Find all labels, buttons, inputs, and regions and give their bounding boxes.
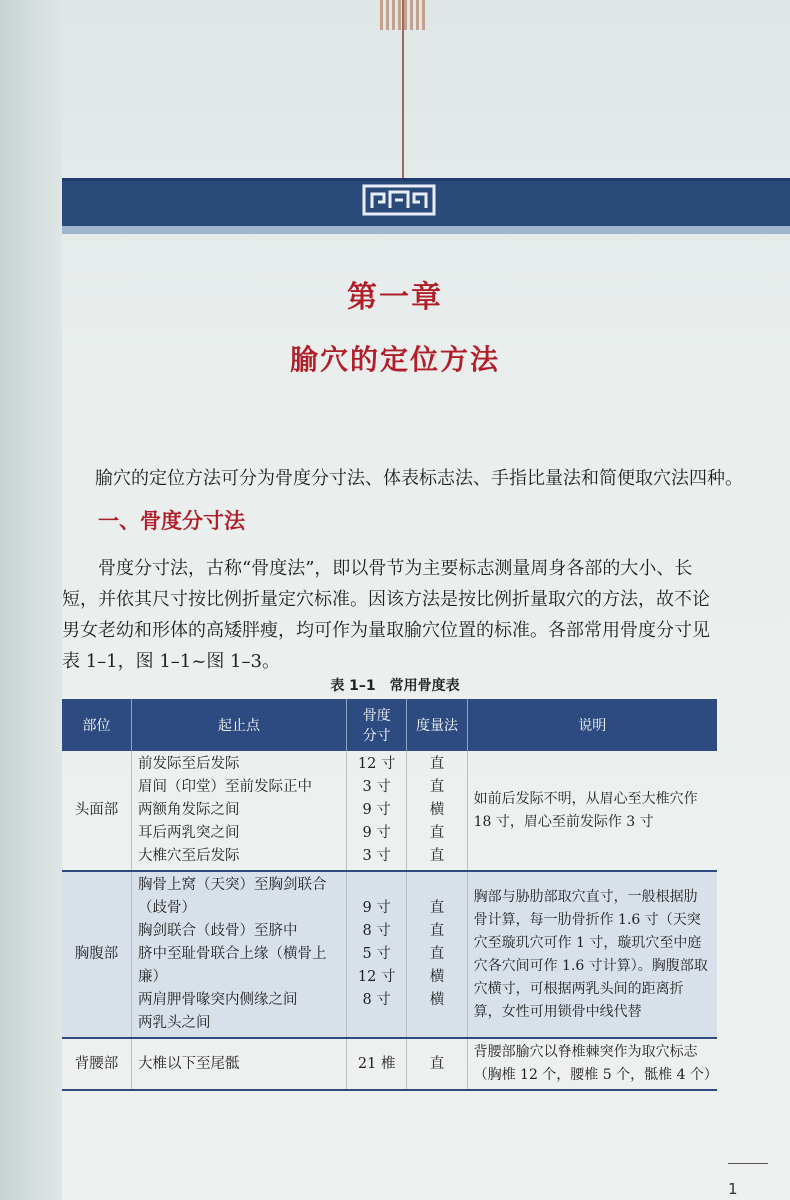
header-points: 起止点 [132,699,347,751]
measure-cell [347,871,407,1038]
bookmark-ribbon [402,0,404,180]
cloud-ornament-icon [354,178,444,222]
measure-cell [347,751,407,871]
points-cell [132,871,347,1038]
intro-paragraph: 腧穴的定位方法可分为骨度分寸法、体表标志法、手指比量法和简便取穴法四种。 [95,468,743,489]
method-line: 直 [429,756,445,772]
point-line: 眉间（印堂）至前发际正中 [138,779,313,795]
point-line: 前发际至后发际 [138,756,240,772]
point-line: 脐中至耻骨联合上缘（横骨上廉） [138,946,327,985]
method-line: 直 [429,779,445,795]
header-region: 部位 [62,699,132,751]
method-cell [407,751,467,871]
table-row [62,1038,717,1090]
table-row [62,751,717,871]
measure-line: 3 寸 [362,779,391,795]
note-cell: 如前后发际不明，从眉心至大椎穴作 18 寸，眉心至前发际作 3 寸 [467,751,717,871]
bone-measurement-table [62,699,717,1091]
method-line: 横 [429,802,445,818]
header-measure [347,699,407,751]
method-cell [407,871,467,1038]
header-measure-line1: 骨度 [362,708,391,724]
table-row [62,871,717,1038]
point-line: 两乳头之间 [138,1015,211,1031]
page-gutter-shadow [0,0,62,1200]
point-line: 耳后两乳突之间 [138,825,240,841]
region-cell: 胸腹部 [62,871,132,1038]
measure-line: 8 寸 [362,992,391,1008]
point-line: 大椎穴至后发际 [138,848,240,864]
method-line: 直 [429,825,445,841]
note-cell: 背腰部腧穴以脊椎棘突作为取穴标志（胸椎 12 个，腰椎 5 个，骶椎 4 个） [467,1038,717,1090]
table-body [62,751,717,1090]
method-line: 横 [429,969,445,985]
page-number: 1 [728,1180,738,1198]
measure-line: 9 寸 [362,825,391,841]
point-line: 胸骨上窝（天突）至胸剑联合（歧骨） [138,877,327,916]
measure-line: 12 寸 [357,969,396,985]
chapter-banner-band [62,226,790,234]
measure-cell [347,1038,407,1090]
method-line: 横 [429,992,445,1008]
method-line: 直 [429,946,445,962]
method-cell [407,1038,467,1090]
footer-rule [728,1163,768,1164]
table-header-row [62,699,717,751]
points-cell [132,1038,347,1090]
section-paragraph: 骨度分寸法，古称“骨度法”，即以骨节为主要标志测量周身各部的大小、长短，并依其尺寸按比例折量定穴标准。因该方法是按比例折量取穴的方法，故不论男女老幼和形体的高矮胖瘦，均可作为量取腧穴位置的标准。各部常用骨度分寸见表 1–1，图 1–1~图 1–3。 [62,558,710,672]
measure-line: 12 寸 [357,756,396,772]
method-line: 直 [429,923,445,939]
table-caption: 表 1–1 常用骨度表 [330,678,460,694]
points-cell [132,751,347,871]
header-method: 度量法 [407,699,467,751]
point-line: 两额角发际之间 [138,802,240,818]
method-line: 直 [429,1055,445,1072]
chapter-number: 第一章 [347,280,443,315]
section-heading: 一、骨度分寸法 [98,509,245,533]
header-measure-line2: 分寸 [362,728,391,744]
note-cell: 胸部与胁肋部取穴直寸，一般根据肋骨计算，每一肋骨折作 1.6 寸（天突穴至璇玑穴可作 1 寸，璇玑穴至中庭穴各穴间可作 1.6 寸计算）。胸腹部取穴横寸，可根据两乳头间的距离折算，女性可用锁骨中线代替 [467,871,717,1038]
point-line: 两肩胛骨喙突内侧缘之间 [138,992,298,1008]
measure-line: 5 寸 [362,946,391,962]
measure-line: 9 寸 [362,900,391,916]
point-line: 胸剑联合（歧骨）至脐中 [138,923,298,939]
measure-line: 3 寸 [362,848,391,864]
region-cell: 背腰部 [62,1038,132,1090]
header-note: 说明 [467,699,717,751]
method-line: 直 [429,848,445,864]
measure-line: 8 寸 [362,923,391,939]
region-cell: 头面部 [62,751,132,871]
point-line: 大椎以下至尾骶 [138,1055,240,1072]
chapter-title: 腧穴的定位方法 [289,343,500,376]
method-line: 直 [429,900,445,916]
measure-line: 9 寸 [362,802,391,818]
measure-line: 21 椎 [357,1055,396,1072]
